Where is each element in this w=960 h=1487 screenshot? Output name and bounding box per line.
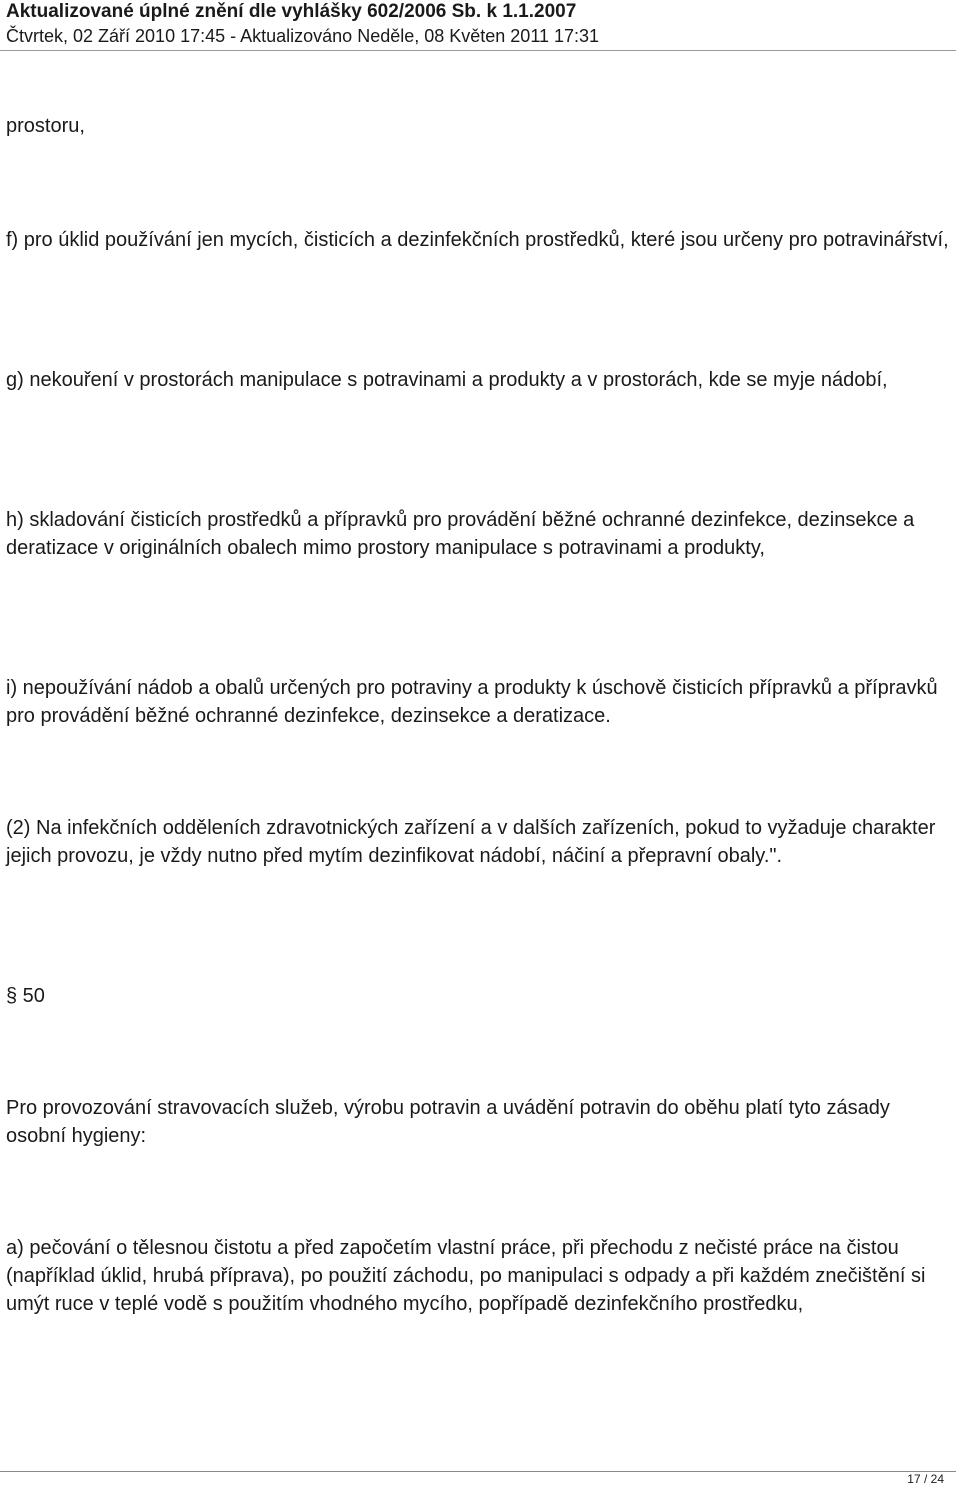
paragraph-item-f: f) pro úklid používání jen mycích, čisticích a dezinfekčních prostředků, které jsou určeny pro potravinářství, xyxy=(6,229,949,251)
paragraph-hygiene-intro: Pro provozování stravovacích služeb, výrobu potravin a uvádění potravin do oběhu platí tyto zásady osobní hygieny: xyxy=(6,1097,890,1147)
page-number: 17 / 24 xyxy=(907,1472,944,1486)
paragraph-item-i: i) nepoužívání nádob a obalů určených pro potraviny a produkty k úschově čisticích přípravků a přípravků pro provádění běžné ochranné dezinfekce, dezinsekce a deratizace. xyxy=(6,677,938,727)
document-dates: Čtvrtek, 02 Září 2010 17:45 - Aktualizováno Neděle, 08 Květen 2011 17:31 xyxy=(6,26,600,46)
paragraph-item-a: a) pečování o tělesnou čistotu a před započetím vlastní práce, při přechodu z nečisté práce na čistou (například úklid, hrubá příprava), po použití záchodu, po manipulaci s odpady a při každém znečištění si umýt ruce v teplé vodě s použitím vhodného mycího, popřípadě dezinfekčního prostředku, xyxy=(6,1237,926,1315)
header-divider xyxy=(0,50,956,51)
section-heading-50: § 50 xyxy=(6,985,45,1007)
paragraph-item-h: h) skladování čisticích prostředků a přípravků pro provádění běžné ochranné dezinfekce, dezinsekce a deratizace v originálních obalech mimo prostory manipulace s potravinami a produkty, xyxy=(6,509,915,559)
paragraph-prostoru: prostoru, xyxy=(6,115,85,137)
paragraph-section-2: (2) Na infekčních odděleních zdravotnických zařízení a v dalších zařízeních, pokud to vyžaduje charakter jejich provozu, je vždy nutno před mytím dezinfikovat nádobí, náčiní a přepravní obaly.". xyxy=(6,817,936,867)
footer-divider xyxy=(0,1471,956,1472)
page-header xyxy=(6,0,956,48)
document-title: Aktualizované úplné znění dle vyhlášky 602/2006 Sb. k 1.1.2007 xyxy=(6,1,577,22)
paragraph-item-g: g) nekouření v prostorách manipulace s potravinami a produkty a v prostorách, kde se myje nádobí, xyxy=(6,369,888,391)
